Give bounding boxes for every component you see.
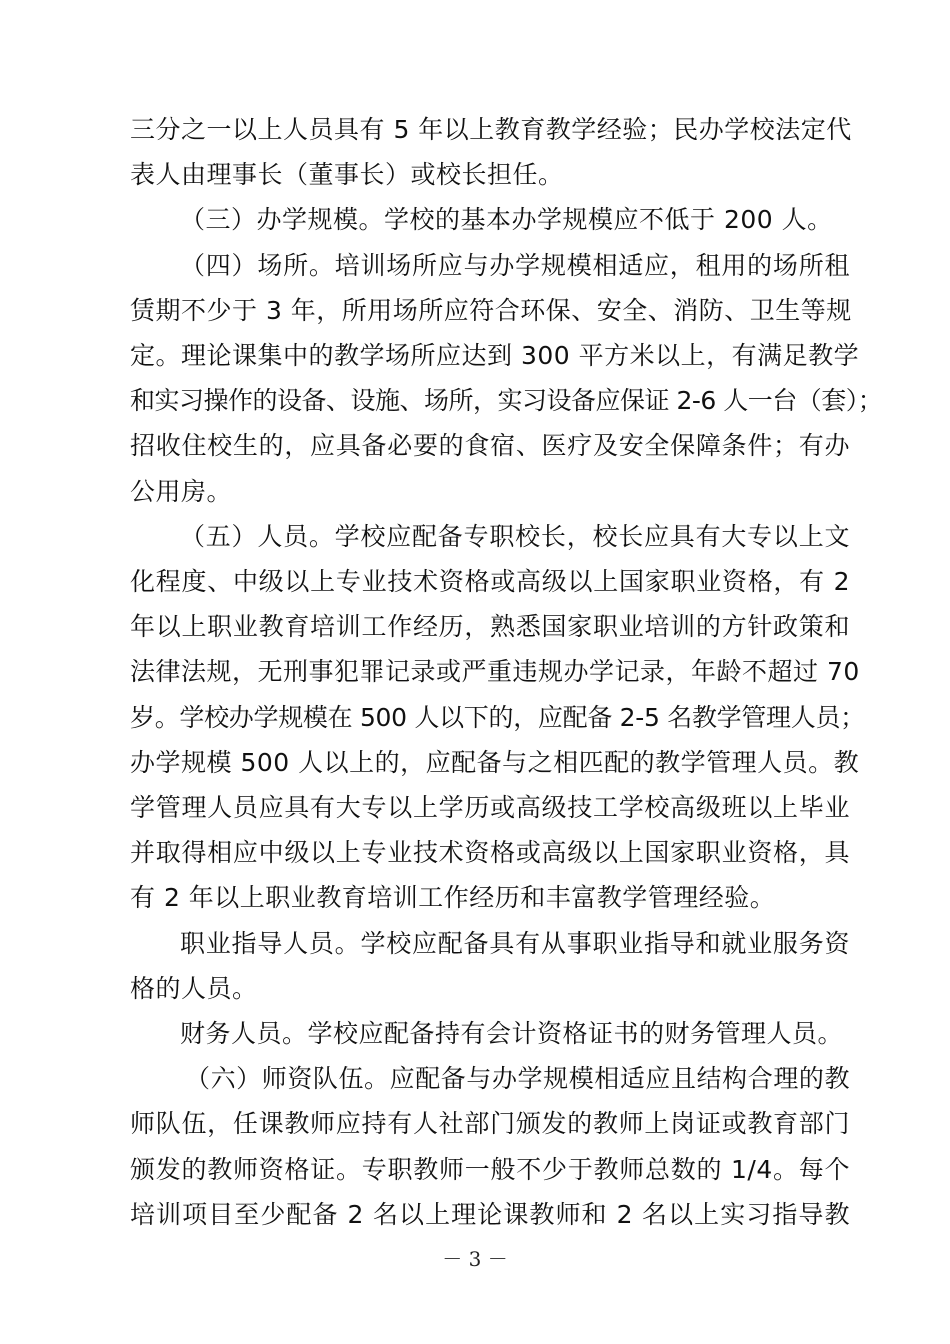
text-line: 学管理人员应具有大专以上学历或高级技工学校高级班以上毕业: [130, 793, 850, 822]
text-line: 定。理论课集中的教学场所应达到 300 平方米以上，有满足教学: [130, 341, 860, 370]
text-line: 办学规模 500 人以上的，应配备与之相匹配的教学管理人员。教: [130, 748, 860, 777]
text-line: （五）人员。学校应配备专职校长，校长应具有大专以上文: [180, 522, 850, 551]
text-line: （三）办学规模。学校的基本办学规模应不低于 200 人。: [180, 205, 833, 234]
text-line: 财务人员。学校应配备持有会计资格证书的财务管理人员。: [180, 1019, 844, 1048]
text-line: 师队伍，任课教师应持有人社部门颁发的教师上岗证或教育部门: [130, 1109, 850, 1138]
text-line: 年以上职业教育培训工作经历，熟悉国家职业培训的方针政策和: [130, 612, 850, 641]
text-line: 颁发的教师资格证。专职教师一般不少于教师总数的 1/4。每个: [130, 1155, 850, 1184]
text-line: 培训项目至少配备 2 名以上理论课教师和 2 名以上实习指导教: [130, 1200, 850, 1229]
text-line: （四）场所。培训场所应与办学规模相适应，租用的场所租: [180, 251, 850, 280]
text-line: 职业指导人员。学校应配备具有从事职业指导和就业服务资: [180, 929, 850, 958]
text-line: 赁期不少于 3 年，所用场所应符合环保、安全、消防、卫生等规: [130, 296, 852, 325]
text-line: 招收住校生的，应具备必要的食宿、医疗及安全保障条件；有办: [130, 431, 850, 460]
text-line: 三分之一以上人员具有 5 年以上教育教学经验；民办学校法定代: [130, 115, 852, 144]
text-line: 并取得相应中级以上专业技术资格或高级以上国家职业资格，具: [130, 838, 850, 867]
text-line: 岁。学校办学规模在 500 人以下的，应配备 2-5 名教学管理人员；: [130, 703, 865, 732]
text-line: 表人由理事长（董事长）或校长担任。: [130, 160, 564, 189]
text-line: 法律法规，无刑事犯罪记录或严重违规办学记录，年龄不超过 70: [130, 657, 860, 686]
text-line: （六）师资队伍。应配备与办学规模相适应且结构合理的教: [185, 1064, 850, 1093]
text-line: 公用房。: [130, 477, 233, 506]
page-number: － 3 －: [442, 1247, 508, 1271]
text-line: 化程度、中级以上专业技术资格或高级以上国家职业资格，有 2: [130, 567, 850, 596]
text-line: 格的人员。: [130, 974, 258, 1003]
text-line: 和实习操作的设备、设施、场所，实习设备应保证 2-6 人一台（套）；: [130, 386, 883, 415]
text-line: 有 2 年以上职业教育培训工作经历和丰富教学管理经验。: [130, 883, 776, 912]
